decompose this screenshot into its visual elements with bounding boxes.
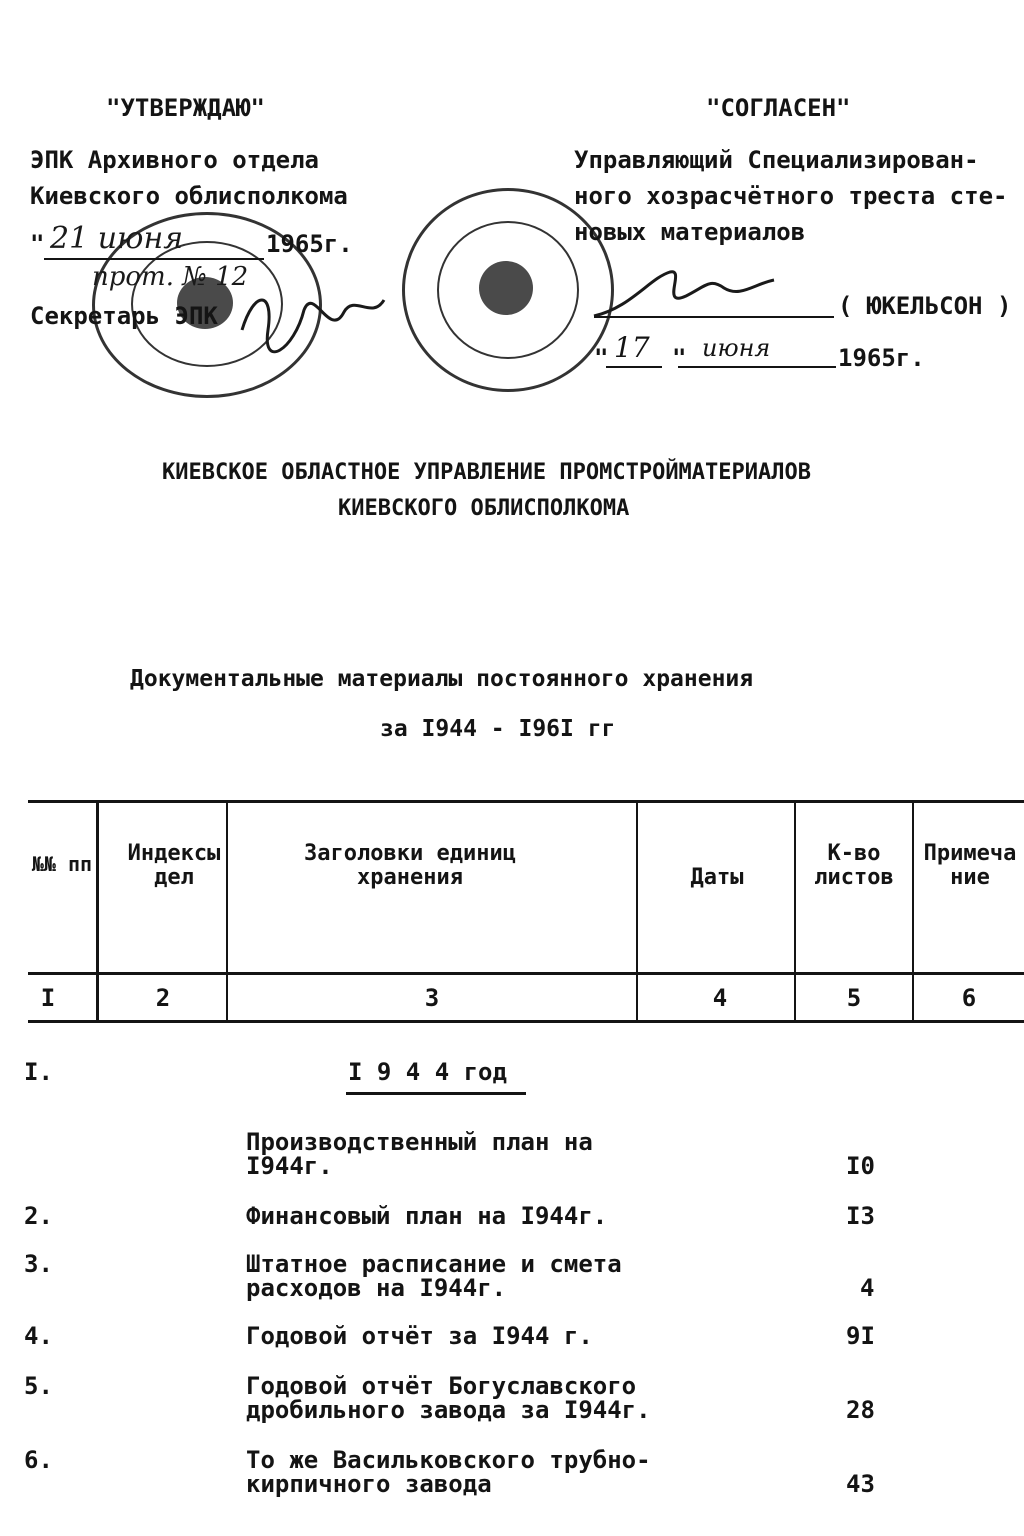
agree-date-prefix: " — [594, 344, 609, 372]
agree-signature-line — [594, 316, 834, 318]
approve-line2: Киевского облисполкома — [30, 182, 348, 210]
column-number: 4 — [712, 984, 728, 1012]
row-5-number: 5. — [24, 1372, 53, 1400]
row-5-sheets: 28 — [846, 1396, 875, 1424]
column-number: 2 — [155, 984, 171, 1012]
table-header-divider — [28, 972, 1024, 975]
column-number: I — [40, 984, 56, 1012]
row-3-title-line2: расходов на I944г. — [246, 1274, 507, 1302]
header-dates: Даты — [690, 865, 744, 890]
column-number: 3 — [424, 984, 440, 1012]
row-1-sheets: I0 — [846, 1152, 875, 1180]
header-title: Заголовки единиц хранения — [304, 841, 516, 890]
header-number: №№ пп — [31, 852, 93, 876]
document-period: за I944 - I96I гг — [380, 716, 616, 742]
agree-date-month-underline — [678, 366, 836, 368]
left-signature — [234, 280, 394, 360]
row-6-number: 6. — [24, 1446, 53, 1474]
row-4-title: Годовой отчёт за I944 г. — [246, 1322, 593, 1350]
row-2-title: Финансовый план на I944г. — [246, 1202, 608, 1230]
row-6-title-line1: То же Васильковского трубно- — [246, 1446, 651, 1474]
section-year-underline — [346, 1092, 526, 1095]
approve-date-year: 1965г. — [266, 230, 353, 258]
column-number: 6 — [961, 984, 977, 1012]
agree-date-day: 17 — [614, 331, 650, 364]
row-4-sheets: 9I — [846, 1322, 875, 1350]
approve-line1: ЭПК Архивного отдела — [30, 146, 319, 174]
row-3-sheets: 4 — [860, 1274, 875, 1302]
agree-date-day-underline — [606, 366, 662, 368]
row-4-number: 4. — [24, 1322, 53, 1350]
agree-signer: ( ЮКЕЛЬСОН ) — [838, 292, 1012, 320]
column-number: 5 — [846, 984, 862, 1012]
row-3-title-line1: Штатное расписание и смета — [246, 1250, 622, 1278]
approve-heading: "УТВЕРЖДАЮ" — [106, 94, 265, 122]
agree-heading: "СОГЛАСЕН" — [706, 94, 851, 122]
row-2-sheets: I3 — [846, 1202, 875, 1230]
approve-date-handwritten: 21 июня — [50, 221, 184, 256]
organization-line1: КИЕВСКОЕ ОБЛАСТНОЕ УПРАВЛЕНИЕ ПРОМСТРОЙМАТЕРИАЛОВ — [162, 460, 812, 485]
table-col-divider-1 — [96, 800, 99, 1022]
approve-date-underline — [44, 258, 264, 260]
header-index: Индексы дел — [127, 841, 221, 890]
table-top-border — [28, 800, 1024, 803]
approve-secretary: Секретарь ЭПК — [30, 302, 218, 330]
organization-line2: КИЕВСКОГО ОБЛИСПОЛКОМА — [338, 496, 630, 521]
row-1-title-line2: I944г. — [246, 1152, 333, 1180]
approve-protocol-handwritten: прот. № 12 — [92, 262, 249, 292]
approve-date-prefix: " — [30, 230, 45, 258]
row-5-title-line1: Годовой отчёт Богуславского — [246, 1372, 637, 1400]
table-col-divider-3 — [636, 800, 638, 1022]
agree-date-month: июня — [702, 334, 771, 362]
header-notes: Примеча ние — [923, 841, 1017, 890]
row-2-number: 2. — [24, 1202, 53, 1230]
agree-line3: новых материалов — [574, 218, 806, 246]
row-5-title-line2: дробильного завода за I944г. — [246, 1396, 651, 1424]
row-1-title-line1: Производственный план на — [246, 1128, 593, 1156]
header-sheets: К-во листов — [814, 841, 894, 890]
section-number: I. — [24, 1058, 53, 1086]
agree-date-quote: " — [672, 344, 687, 372]
row-6-sheets: 43 — [846, 1470, 875, 1498]
table-bottom-border — [28, 1020, 1024, 1023]
agree-date-year: 1965г. — [838, 344, 925, 372]
row-6-title-line2: кирпичного завода — [246, 1470, 492, 1498]
document-title: Документальные материалы постоянного хранения — [130, 666, 754, 692]
agree-line2: ного хозрасчётного треста сте- — [574, 182, 1008, 210]
agree-line1: Управляющий Специализирован- — [574, 146, 979, 174]
section-year: I 9 4 4 год — [348, 1058, 507, 1086]
row-3-number: 3. — [24, 1250, 53, 1278]
